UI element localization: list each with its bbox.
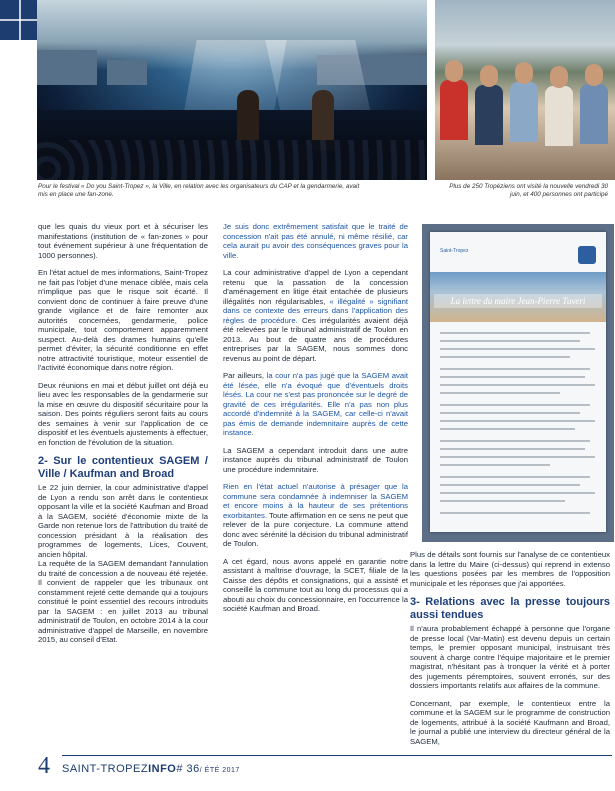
text-span: Toute affirmation en ce sens ne peut que relever de la pure conjecture. La commune attend donc avec sérénité la décision du tribunal administratif de Toulon. [223, 510, 408, 548]
paragraph: Concernant, par exemple, le contentieux entre la commune et la SAGEM sur le programme de construction de logements, attribué à la société Kaufmann and Broad, le journal a publié une interview du directeur général de la SAGEM, [410, 698, 610, 746]
text-span: Ces irrégularités avaient déjà été relevées par le tribunal administratif de Toulon en 2013. Au bout de quatre ans de procédures entreprises par la SAGEM, nous sommes donc revenus au point de départ. [223, 315, 409, 363]
paragraph: A cet égard, nous avons appelé en garantie notre assistant à maîtrise d'ouvrage, la SCET, filiale de la Caisse des dépôts et consignations, qui a assisté et conseillé la commune tout au long du processus qui a abouti au choix du concessionnaire, en l'occurrence la société Kaufman and Broad. [223, 556, 408, 613]
paragraph [223, 371, 408, 438]
text-span-highlight: « illégalité » signifiant dans ce contexte des erreurs dans l'application des règles de procédure. [223, 296, 408, 325]
paragraph: Plus de détails sont fournis sur l'analyse de ce contentieux dans la lettre du Maire (ci-dessus) qui reprend in extenso les questions posées par les membres de l'opposition municipale et les réponses que j'ai apportées. [410, 550, 610, 588]
text-span-highlight: la cour n'a pas jugé que la SAGEM avait été lésée, elle n'a évoqué que d'éventuels droits lésés. La cour ne s'est pas prononcée sur le degré de gravité de ces irrégularités. Elle n'a pas non plus accordé d'indemnité à la SAGEM, car celle-ci n'avait pas émis de demande indemnitaire auprès de cette instance. [223, 371, 408, 437]
paragraph: que les quais du vieux port et à sécuriser les manifestations (institution de « fan-zones » pour tout événement supérieur à une fréquentation de 1000 personnes). [38, 222, 208, 260]
paragraph: En l'état actuel de mes informations, Saint-Tropez ne fait pas l'objet d'une menace ciblée, mais cela n'implique pas que le risque soit écarté. Il convient donc de continuer à faire preuve d'une grande vigilance et de faire remonter aux autorités concernées, gendarmerie, police municipale, tout comportement apparemment suspect. Au-delà des drames humains qu'elle permet d'éviter, la sécurité conditionne en effet notre attractivité touristique, moteur essentiel de l'activité économique dans notre région. [38, 268, 208, 372]
letter-title: La lettre du maire Jean-Pierre Tuveri [434, 294, 602, 308]
paragraph: La requête de la SAGEM demandant l'annulation du traité de concession a de nouveau été rejetée. Il convient de rappeler que les tribunaux ont constamment rejeté cette demande qui a toujours constitué le point essentiel des recours introduits par la SAGEM : en juillet 2013 au tribunal administratif de Toulon, en octobre 2014 à la cour administrative d'appel de Marseille, en novembre 2015, au conseil d'Etat. [38, 559, 208, 644]
crowd-photo-caption: Plus de 250 Tropéziens ont visité la nouvelle vendredi 30 juin, et 400 personnes ont participé [449, 183, 608, 199]
letter-du-maire-image [422, 224, 614, 542]
paragraph: Je suis donc extrêmement satisfait que le traité de concession n'ait pas été annulé, ni même résilié, car cela aurait pu avoir des conséquences graves pour la ville. [223, 222, 408, 260]
column-3 [410, 550, 610, 754]
page-number: 4 [38, 753, 50, 779]
column-2 [223, 222, 408, 622]
magazine-name-b: INFO [148, 763, 177, 775]
paragraph [223, 482, 408, 549]
concert-photo-caption: Pour le festival « Do you Saint-Tropez », la Ville, en relation avec les organisateurs du CAP et la gendarmerie, avait mis en place une fan-zone. [38, 183, 360, 199]
column-1 [38, 222, 208, 653]
paragraph: Il n'aura probablement échappé à personne que l'organe de presse local (Var-Matin) est devenu depuis un certain temps, le premier opposant municipal, instruisant très souvent à charge contre l'équipe majoritaire et le premier magistrat, n'hésitant pas à tronquer la vérité et à porter des jugements péremptoires, souvent erronés, sur des dossiers importants relatifs aux affaires de la commune. [410, 624, 610, 690]
magazine-name [62, 763, 240, 775]
corner-decoration [0, 0, 40, 40]
page-footer [38, 747, 613, 791]
text-span: La cour administrative d'appel de Lyon a cependant retenu que la passation de la concession d'aménagement en litige était entachée de plusieurs illégalités non régularisables, [223, 268, 408, 306]
paragraph: Le 22 juin dernier, la cour administrative d'appel de Lyon a rendu son arrêt dans le contentieux opposant la ville et la société Kaufman and Broad à la SAGEM, société d'économie mixte de la Garde non retenue lors de l'attribution du traité de concession présidant à la réalisation des programmes de logements, Lices, Couvent, ancien hôpital. [38, 483, 208, 559]
crowd-photo [435, 0, 615, 180]
text-span-highlight: Rien en l'état actuel n'autorise à présager que la commune sera condamnée à indemniser la SAGEM et encore moins à la hauteur de ses prétentions exorbitantes. [223, 482, 408, 520]
concert-photo [37, 0, 427, 180]
issue-season: / ÉTÉ 2017 [199, 767, 240, 774]
magazine-name-a: SAINT-TROPEZ [62, 763, 149, 775]
city-logo [578, 246, 596, 264]
text-span: Par ailleurs, [223, 371, 267, 380]
issue-number: # 36 [176, 763, 200, 775]
section-heading-2: 2- Sur le contentieux SAGEM / Ville / Kaufman and Broad [38, 455, 208, 480]
section-heading-3: 3- Relations avec la presse toujours aussi tendues [410, 596, 610, 621]
paragraph: Deux réunions en mai et début juillet ont déjà eu lieu avec les responsables de la gendarmerie sur la mise en œuvre du dispositif sécuritaire pour la saison. Des points réguliers seront faits au cours des semaines à venir sur l'application de ce dispositif et les éventuels ajustements à effectuer, en fonction de l'évolution de la situation. [38, 380, 208, 447]
paragraph [223, 268, 408, 363]
letter-header-text: Saint-Tropez [440, 248, 469, 254]
paragraph: La SAGEM a cependant introduit dans une autre instance auprès du tribunal administratif de Toulon une procédure indemnitaire. [223, 445, 408, 474]
